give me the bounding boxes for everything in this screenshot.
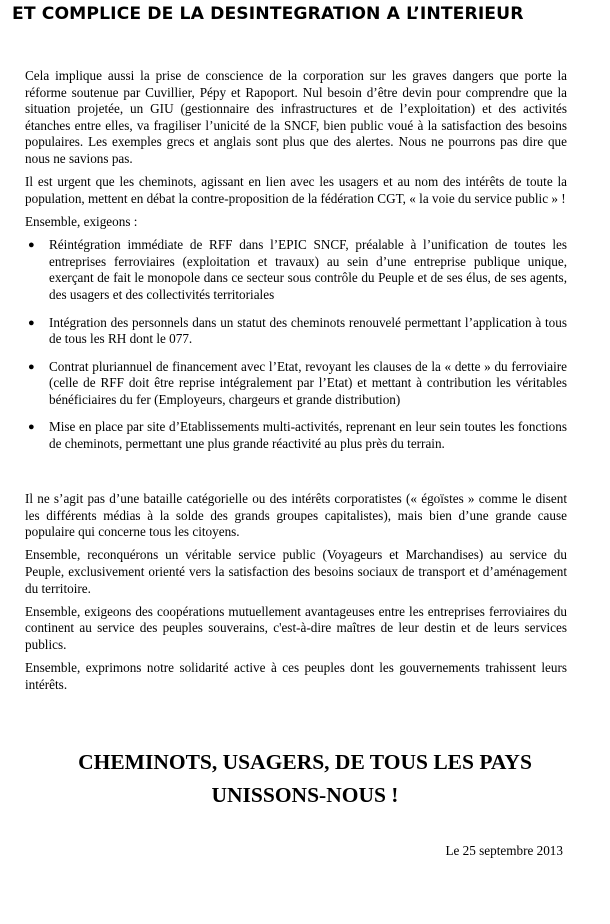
list-item <box>25 359 567 409</box>
paragraph-exigeons: Ensemble, exigeons : <box>25 213 138 229</box>
demands-list <box>25 237 567 453</box>
paragraph-reconquer-service: Ensemble, reconquérons un véritable service public (Voyageurs et Marchandises) au service du Peuple, exclusivement orienté vers la satisfaction des besoins sociaux de transport et d’aménagement du territoire. <box>25 547 567 596</box>
slogan-line-1: CHEMINOTS, USAGERS, DE TOUS LES PAYS <box>78 750 532 774</box>
section-heading: ET COMPLICE DE LA DESINTEGRATION A L’INTERIEUR <box>12 4 524 24</box>
bullet-icon: ● <box>28 316 35 329</box>
paragraph-urgent-debate: Il est urgent que les cheminots, agissant en lien avec les usagers et au nom des intérêts de toute la population, mettent en débat la contre-proposition de la fédération CGT, « la voie du service public » ! <box>25 174 567 206</box>
bullet-icon: ● <box>28 239 35 252</box>
paragraph-reform-dangers: Cela implique aussi la prise de conscience de la corporation sur les graves dangers que porte la réforme soutenue par Cuvillier, Pépy et Rapoport. Nul besoin d’être devin pour comprendre que la situation projetée, un GIU (gestionnaire des infrastructures et de l’exploitation) et des activités étanches entre elles, va fragiliser l’unicité de la SNCF, bien public voué à la satisfaction des besoins populaires. Les exemples grecs et anglais sont plus que des alertes. Nous ne pourrons pas dire que nous ne savions pas. <box>25 68 567 166</box>
demand-text: Contrat pluriannuel de financement avec l’Etat, revoyant les clauses de la « dette » du ferroviaire (celle de RFF doit être reprise intégralement par l’Etat) et mettant à contribution les véritables bénéficiaires du fer (Employeurs, chargeurs et grande distribution) <box>49 358 567 407</box>
list-item <box>25 419 567 452</box>
demand-text: Mise en place par site d’Etablissements multi-activités, reprenant en leur sein toutes les fonctions de cheminots, permettant une plus grande réactivité au plus près du terrain. <box>49 419 567 452</box>
slogan-line-2: UNISSONS-NOUS ! <box>211 783 399 807</box>
document-date: Le 25 septembre 2013 <box>445 843 563 858</box>
bullet-icon: ● <box>28 360 35 373</box>
list-item <box>25 237 567 303</box>
bullet-icon: ● <box>28 421 35 434</box>
conclusion-block <box>25 491 567 700</box>
demand-text: Réintégration immédiate de RFF dans l’EPIC SNCF, préalable à l’unification de toutes les entreprises ferroviaires (exploitation et travaux) au sein d’une entreprise publique unique, exerçant de fait le monopole dans ce secteur sous contrôle du Peuple et de ses élus, de ses agents, des usagers et des collectivités territoriales <box>49 237 567 302</box>
intro-block <box>25 68 567 464</box>
demand-text: Intégration des personnels dans un statut des cheminots renouvelé permettant l’application à tous de tous les RH dont le 077. <box>49 314 567 347</box>
paragraph-not-corporatist: Il ne s’agit pas d’une bataille catégorielle ou des intérêts corporatistes (« égoïstes » comme le disent les différents médias à la solde des grands groupes capitalistes), mais bien d’une grande cause populaire qui concerne tous les citoyens. <box>25 491 567 540</box>
closing-slogan <box>0 746 610 812</box>
paragraph-solidarity: Ensemble, exprimons notre solidarité active à ces peuples dont les gouvernements trahissent leurs intérêts. <box>25 660 567 692</box>
list-item <box>25 315 567 348</box>
paragraph-cooperations: Ensemble, exigeons des coopérations mutuellement avantageuses entre les entreprises ferroviaires du continent au service des peuples souverains, c'est-à-dire maîtres de leur destin et de leurs services publics. <box>25 603 567 652</box>
